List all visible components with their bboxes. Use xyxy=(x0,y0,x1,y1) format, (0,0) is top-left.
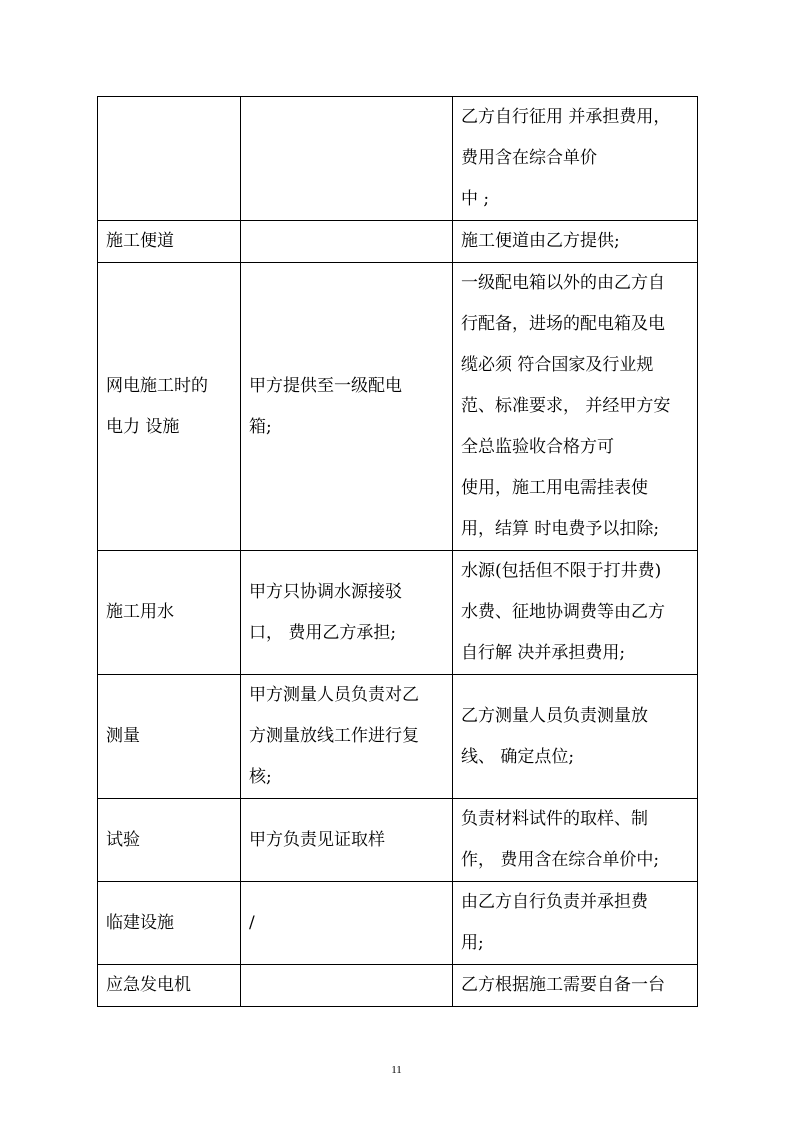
item-cell xyxy=(98,799,241,882)
cell-line: 线、 确定点位; xyxy=(461,746,575,767)
cell-line: 乙方测量人员负责测量放 xyxy=(461,705,648,726)
cell-line: 费用含在综合单价 xyxy=(461,148,597,168)
cell-line: 电力 设施 xyxy=(106,416,180,437)
cell-line: 网电施工时的 xyxy=(106,375,208,396)
party-a-cell xyxy=(241,965,453,1007)
party-b-cell xyxy=(453,965,698,1007)
party-b-cell xyxy=(453,263,698,551)
cell-line: 用; xyxy=(461,933,484,953)
party-a-cell xyxy=(241,551,453,675)
cell-line: 施工用水 xyxy=(106,602,174,622)
cell-line: 口， 费用乙方承担; xyxy=(249,622,397,643)
table-row xyxy=(98,675,698,799)
cell-line: 施工便道由乙方提供; xyxy=(461,231,620,251)
item-cell xyxy=(98,675,241,799)
table-row xyxy=(98,97,698,221)
table-row xyxy=(98,799,698,882)
cell-line: 方测量放线工作进行复 xyxy=(249,726,419,746)
table-row xyxy=(98,263,698,551)
cell-line: 用，结算 时电费予以扣除; xyxy=(461,519,660,539)
party-a-cell xyxy=(241,263,453,551)
cell-line: 乙方根据施工需要自备一台 xyxy=(461,975,665,995)
table-row xyxy=(98,882,698,965)
cell-line: 甲方负责见证取样 xyxy=(249,829,385,850)
cell-line: 使用，施工用电需挂表使 xyxy=(461,478,648,498)
party-b-cell xyxy=(453,799,698,882)
party-b-cell xyxy=(453,882,698,965)
party-a-cell xyxy=(241,97,453,221)
cell-line: 负责材料试件的取样、制 xyxy=(461,809,648,829)
party-b-cell xyxy=(453,551,698,675)
cell-line: 应急发电机 xyxy=(106,975,191,995)
table-row xyxy=(98,221,698,263)
party-b-cell xyxy=(453,675,698,799)
item-cell xyxy=(98,551,241,675)
cell-line: 缆必须 符合国家及行业规 xyxy=(461,355,654,375)
responsibility-table xyxy=(97,96,698,1007)
cell-line: 自行解 决并承担费用; xyxy=(461,643,626,663)
cell-line: 乙方自行征用 并承担费用， xyxy=(461,107,671,127)
cell-line: 甲方提供至一级配电 xyxy=(249,375,402,396)
cell-line: / xyxy=(249,912,255,933)
item-cell xyxy=(98,263,241,551)
cell-line: 甲方只协调水源接驳 xyxy=(249,581,402,602)
cell-line: 临建设施 xyxy=(106,912,174,933)
table-row xyxy=(98,965,698,1007)
cell-line: 箱; xyxy=(249,416,272,437)
party-a-cell xyxy=(241,882,453,965)
cell-line: 全总监验收合格方可 xyxy=(461,437,614,457)
cell-line: 行配备，进场的配电箱及电 xyxy=(461,314,665,334)
cell-line: 甲方测量人员负责对乙 xyxy=(249,685,419,705)
item-cell xyxy=(98,221,241,263)
party-b-cell xyxy=(453,97,698,221)
cell-line: 范、标准要求， 并经甲方安 xyxy=(461,396,671,416)
cell-line: 核; xyxy=(249,767,272,787)
table-row xyxy=(98,551,698,675)
cell-line: 施工便道 xyxy=(106,231,174,251)
cell-line: 由乙方自行负责并承担费 xyxy=(461,892,648,912)
cell-line: 试验 xyxy=(106,829,140,850)
cell-line: 作， 费用含在综合单价中; xyxy=(461,850,660,870)
party-b-cell xyxy=(453,221,698,263)
cell-line: 中 ; xyxy=(461,189,490,209)
item-cell xyxy=(98,965,241,1007)
item-cell xyxy=(98,97,241,221)
cell-line: 测量 xyxy=(106,726,140,746)
page-number: 11 xyxy=(391,1064,402,1076)
party-a-cell xyxy=(241,221,453,263)
cell-line: 水费、征地协调费等由乙方 xyxy=(461,602,665,622)
item-cell xyxy=(98,882,241,965)
party-a-cell xyxy=(241,675,453,799)
cell-line: 水源(包括但不限于打井费) xyxy=(461,561,662,581)
cell-line: 一级配电箱以外的由乙方自 xyxy=(461,273,665,293)
party-a-cell xyxy=(241,799,453,882)
